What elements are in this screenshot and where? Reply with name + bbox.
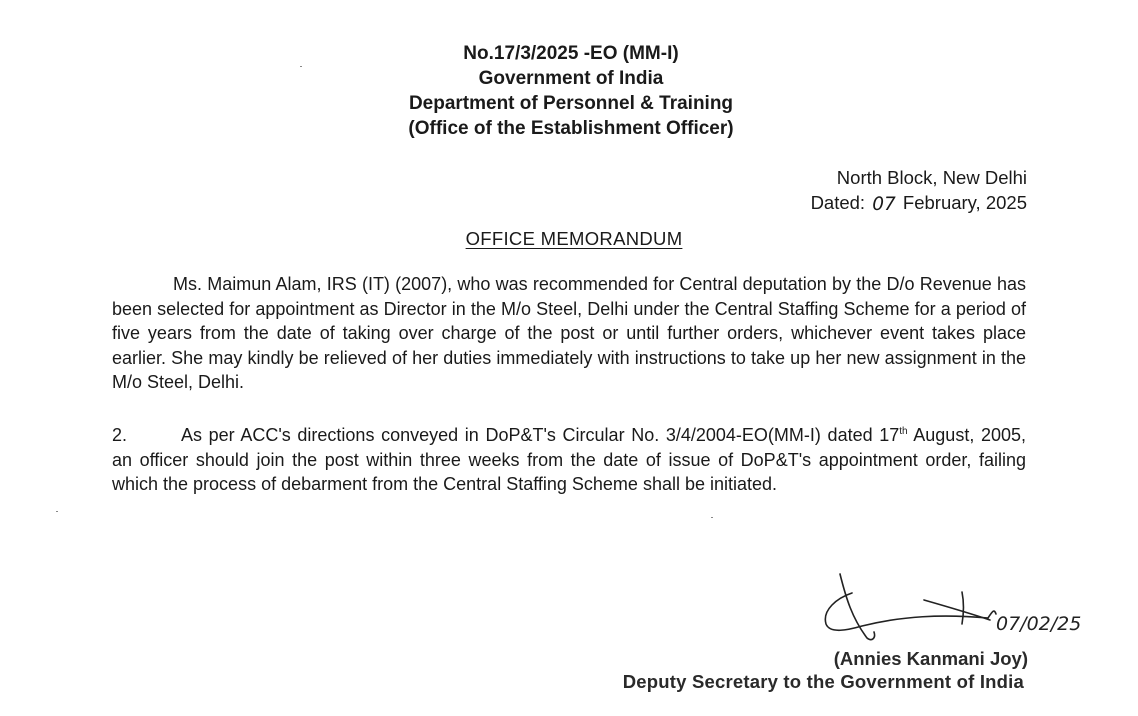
scan-speck	[300, 66, 302, 67]
office-name: (Office of the Establishment Officer)	[408, 118, 734, 139]
paragraph-2-number: 2.	[112, 425, 128, 445]
file-number: No.17/3/2025 -EO (MM-I)	[463, 43, 679, 64]
government-name: Government of India	[478, 68, 664, 89]
place-and-date	[811, 165, 1027, 216]
dated-label: Dated:	[810, 192, 866, 213]
handwritten-day: 07	[872, 194, 896, 215]
department-name: Department of Personnel & Training	[408, 93, 734, 114]
paragraph-2	[112, 423, 1026, 497]
paragraph-2-text-end: August, 2005, an officer should join the post within three weeks from the date of issue of DoP&T's appointment order, failing which the process of debarment from the Central Staffing Scheme shall be initiated.	[112, 425, 1027, 494]
handwritten-signature	[812, 568, 1122, 648]
document-header	[0, 41, 1138, 141]
paragraph-1: Ms. Maimun Alam, IRS (IT) (2007), who was recommended for Central deputation by the D/o Revenue has been selected for appointment as Director in the M/o Steel, Delhi under the Central Staffing Scheme for a period of five years from the date of taking over charge of the post or until further orders, whichever event takes place earlier. She may kindly be relieved of her duties immediately with instructions to take up her new assignment in the M/o Steel, Delhi.	[112, 274, 1026, 392]
scan-speck	[711, 517, 713, 518]
signer-designation: Deputy Secretary to the Government of India	[622, 671, 1024, 692]
place: North Block, New Delhi	[836, 167, 1027, 188]
date-line	[811, 190, 1027, 216]
signature-date: 07/02/25	[996, 613, 1082, 635]
date-ordinal-suffix: th	[899, 426, 908, 437]
memo-title	[0, 227, 1138, 251]
month-year: February, 2025	[902, 192, 1027, 213]
scan-speck	[56, 511, 58, 512]
paragraph-2-text-start: As per ACC's directions conveyed in DoP&T's Circular No. 3/4/2004-EO(MM-I) dated 17	[181, 425, 900, 445]
memo-title-text: OFFICE MEMORANDUM	[465, 228, 683, 249]
signer-name: (Annies Kanmani Joy)	[833, 648, 1028, 669]
